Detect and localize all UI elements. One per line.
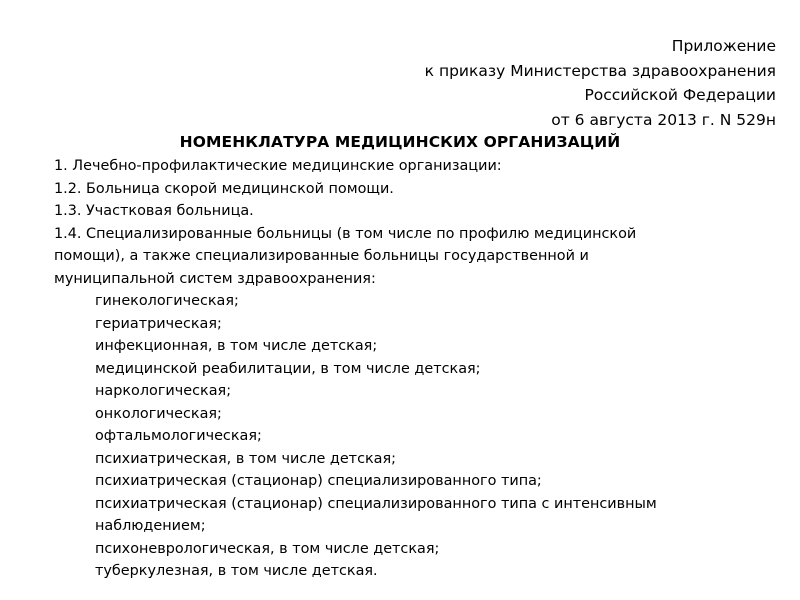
annex-header xyxy=(425,34,776,132)
annex-line-3: Российской Федерации xyxy=(584,86,776,104)
section-1-4-line-3: муниципальной систем здравоохранения: xyxy=(54,270,376,287)
annex-line-1: Приложение xyxy=(671,37,776,55)
section-1: 1. Лечебно-профилактические медицинские организации: xyxy=(54,158,502,174)
list-item: психоневрологическая, в том числе детская; xyxy=(95,540,440,557)
section-1-3: 1.3. Участковая больница. xyxy=(54,203,254,219)
annex-line-2: к приказу Министерства здравоохранения xyxy=(424,61,776,80)
list-item: наблюдением; xyxy=(95,518,206,534)
section-1-4-line-1: 1.4. Специализированные больницы (в том числе по профилю медицинской xyxy=(54,225,637,242)
list-item: онкологическая; xyxy=(95,405,222,422)
list-item: офтальмологическая; xyxy=(95,428,262,444)
document-body xyxy=(54,155,744,583)
list-item: медицинской реабилитации, в том числе детская; xyxy=(95,360,481,377)
section-1-4-line-2: помощи), а также специализированные больницы государственной и xyxy=(54,248,589,264)
list-item: психиатрическая, в том числе детская; xyxy=(95,450,396,467)
list-item: наркологическая; xyxy=(95,383,232,399)
list-item: гинекологическая; xyxy=(95,293,239,309)
document-title: НОМЕНКЛАТУРА МЕДИЦИНСКИХ ОРГАНИЗАЦИЙ xyxy=(179,133,621,151)
annex-line-4: от 6 августа 2013 г. N 529н xyxy=(551,110,776,129)
list-item: туберкулезная, в том числе детская. xyxy=(95,563,378,579)
list-item: психиатрическая (стационар) специализированного типа с интенсивным xyxy=(95,495,657,512)
list-item: гериатрическая; xyxy=(95,315,222,332)
section-1-2: 1.2. Больница скорой медицинской помощи. xyxy=(54,180,394,197)
list-item: инфекционная, в том числе детская; xyxy=(95,338,378,354)
list-item: психиатрическая (стационар) специализированного типа; xyxy=(95,473,542,489)
